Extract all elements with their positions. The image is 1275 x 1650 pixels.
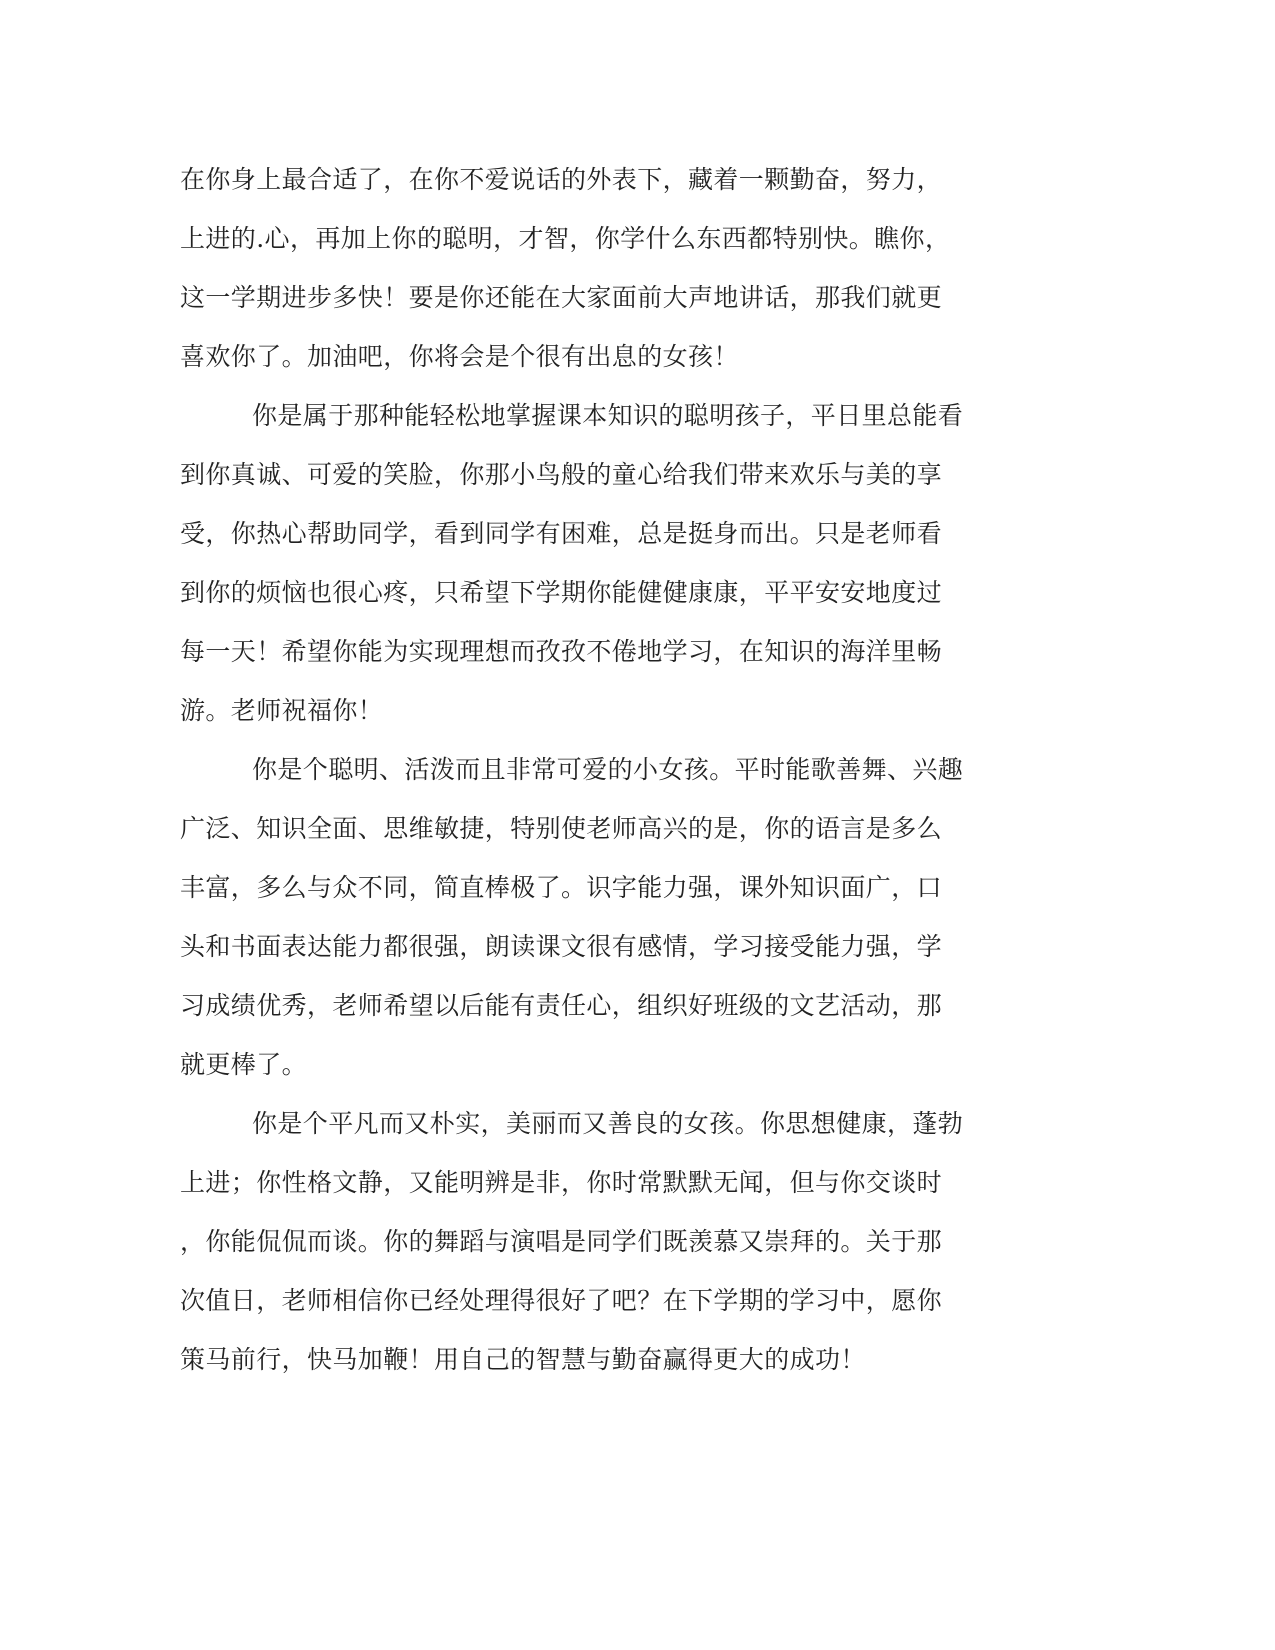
text-line: 就更棒了。: [180, 1050, 308, 1079]
text-line: 每一天！希望你能为实现理想而孜孜不倦地学习，在知识的海洋里畅: [180, 637, 943, 666]
text-line: 这一学期进步多快！要是你还能在大家面前大声地讲话，那我们就更: [180, 283, 943, 312]
text-line: 头和书面表达能力都很强，朗读课文很有感情，学习接受能力强，学: [180, 932, 943, 961]
text-line: 你是个平凡而又朴实，美丽而又善良的女孩。你思想健康，蓬勃: [252, 1109, 964, 1138]
text-line: 策马前行，快马加鞭！用自己的智慧与勤奋赢得更大的成功！: [180, 1345, 866, 1374]
text-line: 次值日，老师相信你已经处理得很好了吧？在下学期的学习中，愿你: [180, 1286, 943, 1315]
text-line: 广泛、知识全面、思维敏捷，特别使老师高兴的是，你的语言是多么: [180, 814, 943, 843]
text-line: 你是属于那种能轻松地掌握课本知识的聪明孩子，平日里总能看: [252, 401, 964, 430]
text-line: 到你真诚、可爱的笑脸，你那小鸟般的童心给我们带来欢乐与美的享: [180, 460, 943, 489]
text-line: 喜欢你了。加油吧，你将会是个很有出息的女孩！: [180, 342, 739, 371]
text-line: 到你的烦恼也很心疼，只希望下学期你能健健康康，平平安安地度过: [180, 578, 943, 607]
text-line: ，你能侃侃而谈。你的舞蹈与演唱是同学们既羡慕又崇拜的。关于那: [180, 1227, 943, 1256]
text-line: 丰富，多么与众不同，简直棒极了。识字能力强，课外知识面广，口: [180, 873, 943, 902]
text-line: 游。老师祝福你！: [180, 696, 384, 725]
text-line: 上进的.心，再加上你的聪明，才智，你学什么东西都特别快。瞧你，: [180, 224, 951, 253]
text-line: 你是个聪明、活泼而且非常可爱的小女孩。平时能歌善舞、兴趣: [252, 755, 964, 784]
text-line: 受，你热心帮助同学，看到同学有困难，总是挺身而出。只是老师看: [180, 519, 943, 548]
text-line: 上进；你性格文静，又能明辨是非，你时常默默无闻，但与你交谈时: [180, 1168, 943, 1197]
text-line: 习成绩优秀，老师希望以后能有责任心，组织好班级的文艺活动，那: [180, 991, 943, 1020]
text-line: 在你身上最合适了，在你不爱说话的外表下，藏着一颗勤奋，努力，: [180, 165, 943, 194]
